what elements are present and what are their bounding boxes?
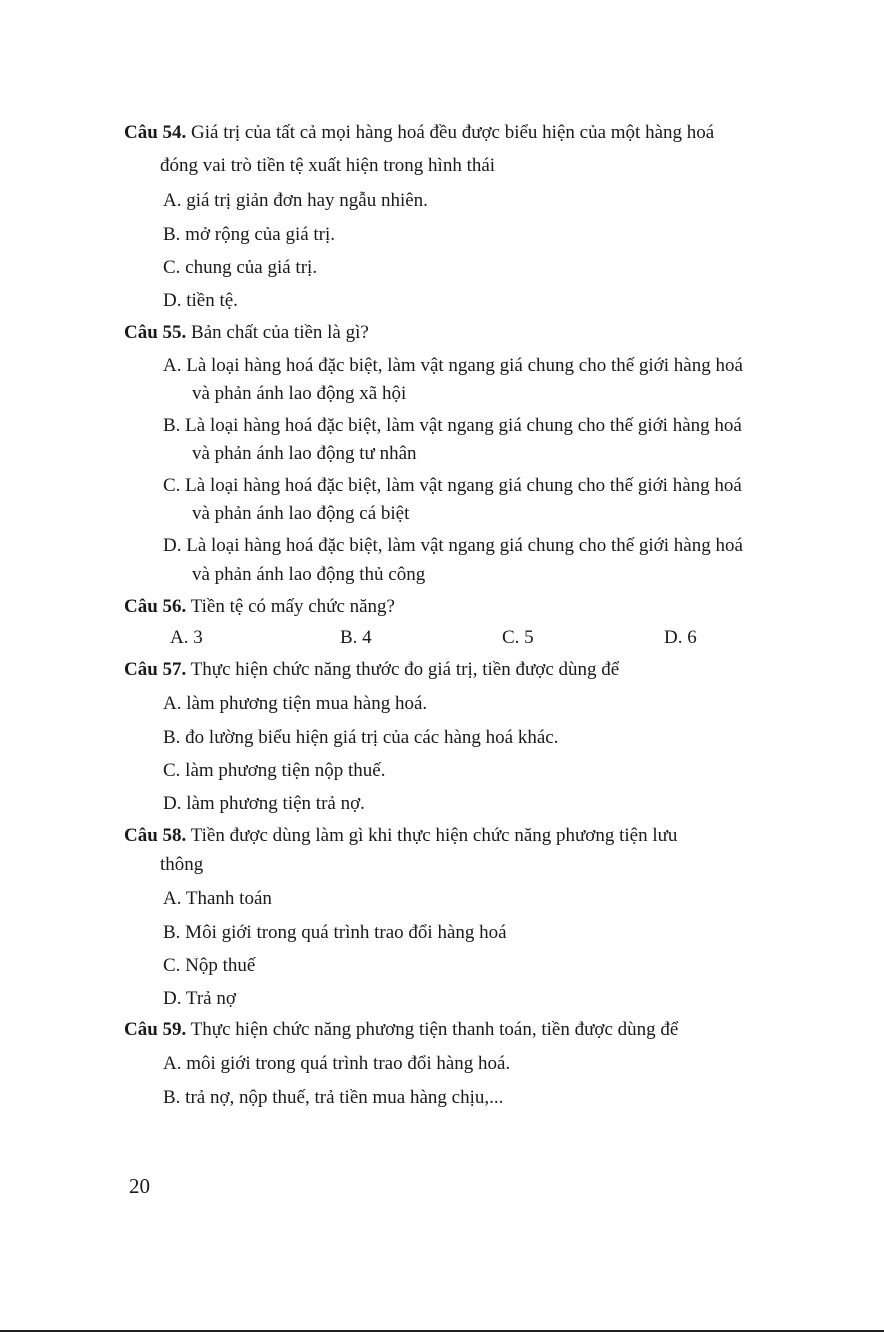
option-a-continued: và phản ánh lao động xã hội (192, 383, 407, 404)
question-text: Tiền được dùng làm gì khi thực hiện chức năng phương tiện lưu (186, 825, 678, 846)
question-number: Câu 58. (124, 825, 187, 846)
option-b: B. Là loại hàng hoá đặc biệt, làm vật ngang giá chung cho thế giới hàng hoá (163, 415, 742, 436)
question-text: Bản chất của tiền là gì? (186, 322, 369, 343)
option-b: B. trả nợ, nộp thuế, trả tiền mua hàng chịu,... (163, 1087, 504, 1108)
question-text: Thực hiện chức năng thước đo giá trị, tiền được dùng để (186, 659, 620, 680)
question-text: Thực hiện chức năng phương tiện thanh toán, tiền được dùng để (186, 1019, 679, 1040)
question-text: Giá trị của tất cả mọi hàng hoá đều được biểu hiện của một hàng hoá (186, 122, 715, 143)
option-b: B. Môi giới trong quá trình trao đổi hàng hoá (163, 922, 507, 943)
option-c: C. chung của giá trị. (163, 257, 318, 278)
question-59 (124, 1018, 678, 1042)
option-a: A. giá trị giản đơn hay ngẫu nhiên. (163, 190, 428, 211)
option-d-continued: và phản ánh lao động thủ công (192, 564, 426, 585)
question-text: Tiền tệ có mấy chức năng? (186, 596, 395, 617)
option-a: A. làm phương tiện mua hàng hoá. (163, 693, 428, 714)
option-d: D. làm phương tiện trả nợ. (163, 793, 365, 814)
page-number: 20 (129, 1174, 150, 1198)
option-b: B. đo lường biểu hiện giá trị của các hàng hoá khác. (163, 727, 559, 748)
option-d: D. Là loại hàng hoá đặc biệt, làm vật ngang giá chung cho thế giới hàng hoá (163, 535, 743, 556)
option-a: A. môi giới trong quá trình trao đổi hàng hoá. (163, 1053, 511, 1074)
question-55 (124, 321, 369, 345)
option-c: C. làm phương tiện nộp thuế. (163, 760, 386, 781)
question-number: Câu 57. (124, 659, 187, 680)
option-b-continued: và phản ánh lao động tư nhân (192, 443, 417, 464)
option-c-continued: và phản ánh lao động cá biệt (192, 503, 410, 524)
question-56 (124, 595, 395, 619)
option-a: A. Là loại hàng hoá đặc biệt, làm vật ngang giá chung cho thế giới hàng hoá (163, 355, 743, 376)
option-d: D. Trả nợ (163, 988, 236, 1009)
question-number: Câu 54. (124, 122, 187, 143)
question-54 (124, 121, 714, 145)
option-a: A. Thanh toán (163, 888, 272, 909)
question-number: Câu 59. (124, 1019, 187, 1040)
question-54-continued: đóng vai trò tiền tệ xuất hiện trong hình thái (160, 155, 496, 176)
option-b: B. mở rộng của giá trị. (163, 224, 336, 245)
option-d: D. tiền tệ. (163, 290, 238, 311)
question-57 (124, 658, 619, 682)
option-c: C. Nộp thuế (163, 955, 256, 976)
question-number: Câu 55. (124, 322, 187, 343)
question-58 (124, 824, 677, 848)
option-a: A. 3 (170, 627, 203, 648)
option-b: B. 4 (340, 627, 372, 648)
option-d: D. 6 (664, 627, 697, 648)
page-edge-divider (0, 1330, 884, 1332)
question-58-continued: thông (160, 854, 204, 875)
question-number: Câu 56. (124, 596, 187, 617)
option-c: C. Là loại hàng hoá đặc biệt, làm vật ngang giá chung cho thế giới hàng hoá (163, 475, 742, 496)
option-c: C. 5 (502, 627, 534, 648)
